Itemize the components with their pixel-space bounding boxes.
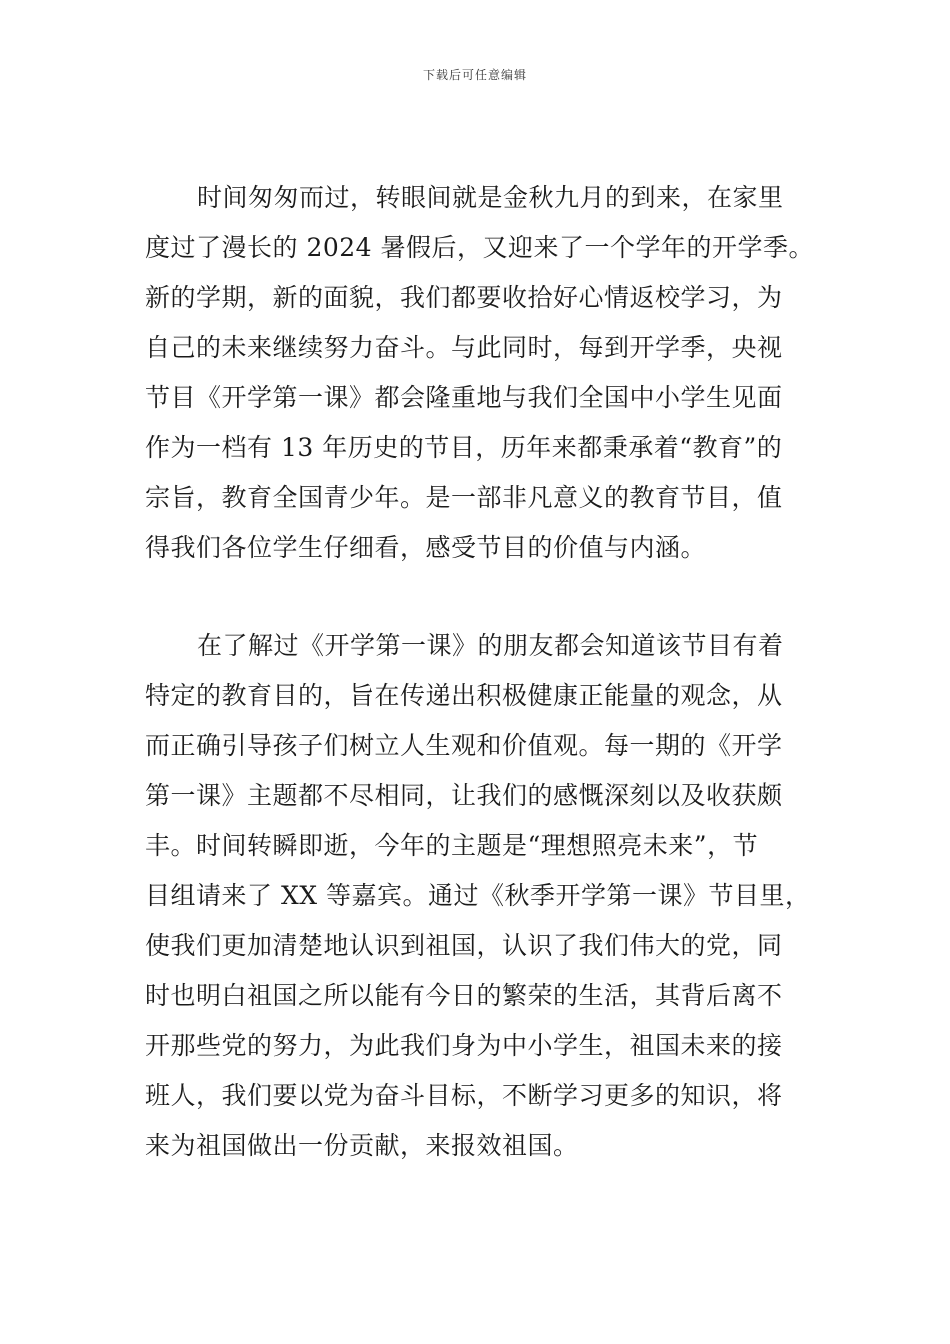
- paragraph-line: 特定的教育目的，旨在传递出积极健康正能量的观念，从: [145, 681, 783, 710]
- paragraph-line: 来为祖国做出一份贡献，来报效祖国。: [145, 1131, 579, 1160]
- paragraph-line: 目组请来了 XX 等嘉宾。通过《秋季开学第一课》节目里，: [145, 881, 811, 910]
- paragraph-line: 新的学期，新的面貌，我们都要收拾好心情返校学习，为: [145, 283, 783, 312]
- paragraph-line: 在了解过《开学第一课》的朋友都会知道该节目有着: [197, 631, 784, 660]
- paragraph-line: 使我们更加清楚地认识到祖国，认识了我们伟大的党，同: [145, 931, 783, 960]
- paragraph-line: 节目《开学第一课》都会隆重地与我们全国中小学生见面: [145, 383, 783, 412]
- paragraph-line: 自己的未来继续努力奋斗。与此同时，每到开学季，央视: [145, 333, 783, 362]
- header-note: 下载后可任意编辑: [422, 68, 527, 82]
- paragraph-line: 丰。时间转瞬即逝，今年的主题是“理想照亮未来”，节: [145, 831, 759, 860]
- paragraph-line: 时也明白祖国之所以能有今日的繁荣的生活，其背后离不: [145, 981, 783, 1010]
- paragraph-line: 班人，我们要以党为奋斗目标，不断学习更多的知识，将: [145, 1081, 783, 1110]
- paragraph-line: 宗旨，教育全国青少年。是一部非凡意义的教育节目，值: [145, 483, 783, 512]
- paragraph-line: 作为一档有 13 年历史的节目，历年来都秉承着“教育”的: [145, 433, 783, 462]
- paragraph-line: 第一课》主题都不尽相同，让我们的感慨深刻以及收获颇: [145, 781, 783, 810]
- paragraph-line: 度过了漫长的 2024 暑假后，又迎来了一个学年的开学季。: [145, 233, 815, 262]
- paragraph-line: 而正确引导孩子们树立人生观和价值观。每一期的《开学: [145, 731, 783, 760]
- paragraph-line: 开那些党的努力，为此我们身为中小学生，祖国未来的接: [145, 1031, 783, 1060]
- paragraph-line: 得我们各位学生仔细看，感受节目的价值与内涵。: [145, 533, 707, 562]
- paragraph-line: 时间匆匆而过，转眼间就是金秋九月的到来，在家里: [197, 183, 784, 212]
